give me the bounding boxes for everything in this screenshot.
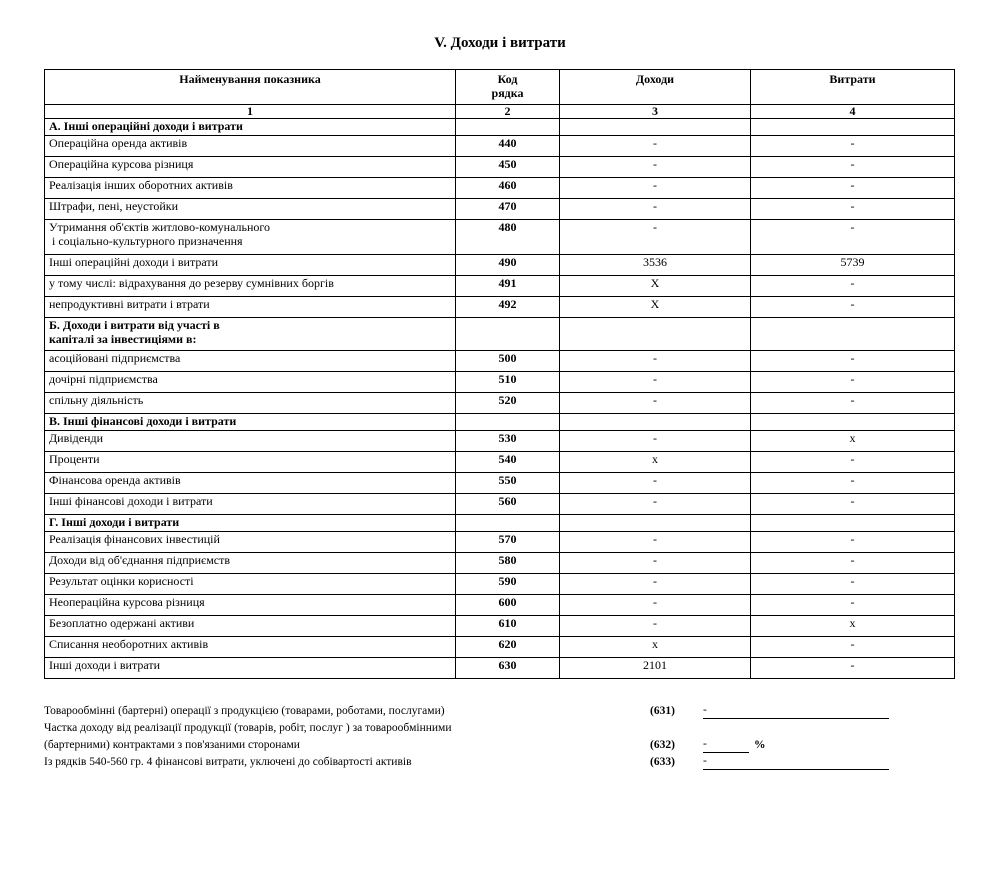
row-name-text: у тому числі: відрахування до резерву сумнівних боргів	[49, 276, 334, 290]
table-row	[45, 616, 955, 637]
footer-line-share-a: Частка доходу від реалізації продукції (товарів, робіт, послуг ) за товарообмінними	[44, 722, 452, 734]
row-code: 470	[456, 199, 560, 220]
row-income: -	[560, 574, 751, 595]
row-code: 490	[456, 255, 560, 276]
column-numbers-row	[45, 105, 955, 119]
row-income: -	[560, 595, 751, 616]
expense-cell	[751, 515, 955, 532]
header-code-line2: рядка	[491, 86, 524, 100]
row-name	[45, 351, 456, 372]
header-name: Найменування показника	[45, 70, 456, 105]
row-expense: -	[751, 637, 955, 658]
row-name	[45, 494, 456, 515]
section-row	[45, 414, 955, 431]
table-row	[45, 220, 955, 255]
table-row	[45, 136, 955, 157]
footer-percent: %	[754, 739, 766, 751]
footer-code-631: (631)	[650, 705, 675, 717]
row-name	[45, 157, 456, 178]
row-name-text: Безоплатно одержані активи	[49, 616, 195, 630]
row-code: 580	[456, 553, 560, 574]
section-title-cell	[45, 414, 456, 431]
table-row	[45, 276, 955, 297]
row-name-text: асоційовані підприємства	[49, 351, 181, 365]
row-expense: -	[751, 351, 955, 372]
row-name-text: Результат оцінки корисності	[49, 574, 194, 588]
row-expense: -	[751, 473, 955, 494]
table-row	[45, 178, 955, 199]
row-expense: -	[751, 452, 955, 473]
row-income: -	[560, 372, 751, 393]
row-name	[45, 372, 456, 393]
row-income: х	[560, 452, 751, 473]
table-row	[45, 494, 955, 515]
table-header-row	[45, 70, 955, 105]
table-row	[45, 297, 955, 318]
row-code: 550	[456, 473, 560, 494]
row-name-text: Неопераційна курсова різниця	[49, 595, 205, 609]
row-income: х	[560, 637, 751, 658]
row-name-text: Операційна курсова різниця	[49, 157, 194, 171]
row-name-text: Операційна оренда активів	[49, 136, 188, 150]
table-row	[45, 637, 955, 658]
row-name-text: непродуктивні витрати і втрати	[49, 297, 210, 311]
row-name	[45, 452, 456, 473]
footer-value-632: -	[703, 738, 749, 753]
header-expense: Витрати	[751, 70, 955, 105]
expense-cell	[751, 414, 955, 431]
table-row	[45, 393, 955, 414]
row-name	[45, 616, 456, 637]
section-title-cell	[45, 119, 456, 136]
table-row	[45, 199, 955, 220]
row-code: 600	[456, 595, 560, 616]
section-title-cell	[45, 515, 456, 532]
row-income: -	[560, 220, 751, 255]
row-expense: -	[751, 276, 955, 297]
table-row	[45, 157, 955, 178]
income-cell	[560, 414, 751, 431]
row-expense: -	[751, 574, 955, 595]
row-income: -	[560, 393, 751, 414]
table-row	[45, 351, 955, 372]
section-title-cell	[45, 318, 456, 351]
row-name	[45, 637, 456, 658]
row-code: 620	[456, 637, 560, 658]
section-title: А. Інші операційні доходи і витрати	[49, 119, 243, 133]
header-code	[456, 70, 560, 105]
row-code: 480	[456, 220, 560, 255]
row-expense: х	[751, 431, 955, 452]
row-name	[45, 136, 456, 157]
table-row	[45, 595, 955, 616]
row-name	[45, 595, 456, 616]
row-income: Х	[560, 297, 751, 318]
code-cell	[456, 119, 560, 136]
row-income: -	[560, 157, 751, 178]
column-number: 2	[456, 105, 560, 119]
income-cell	[560, 318, 751, 351]
table-row	[45, 452, 955, 473]
row-expense: -	[751, 553, 955, 574]
row-income: -	[560, 532, 751, 553]
row-income: -	[560, 494, 751, 515]
header-income: Доходи	[560, 70, 751, 105]
income-cell	[560, 119, 751, 136]
row-expense: х	[751, 616, 955, 637]
footer-code-633: (633)	[650, 756, 675, 768]
footer-line-share-b: (бартерними) контрактами з пов'язаними сторонами	[44, 739, 300, 751]
row-expense: 5739	[751, 255, 955, 276]
section-title: Г. Інші доходи і витрати	[49, 515, 180, 529]
row-name	[45, 574, 456, 595]
row-name-text: Доходи від об'єднання підприємств	[49, 553, 231, 567]
footer-line-barter: Товарообмінні (бартерні) операції з продукцією (товарами, роботами, послугами)	[44, 705, 445, 717]
column-number: 1	[45, 105, 456, 119]
row-code: 460	[456, 178, 560, 199]
row-income: -	[560, 199, 751, 220]
row-name-text: дочірні підприємства	[49, 372, 158, 386]
row-name	[45, 553, 456, 574]
row-code: 520	[456, 393, 560, 414]
row-expense: -	[751, 297, 955, 318]
row-name	[45, 658, 456, 679]
row-name-text: Фінансова оренда активів	[49, 473, 181, 487]
row-name	[45, 220, 456, 255]
section-row	[45, 318, 955, 351]
row-name	[45, 199, 456, 220]
row-name-text: спільну діяльність	[49, 393, 144, 407]
row-expense: -	[751, 199, 955, 220]
income-cell	[560, 515, 751, 532]
section-row	[45, 119, 955, 136]
section-title: Б. Доходи і витрати від участі в	[49, 318, 220, 332]
expense-cell	[751, 119, 955, 136]
code-cell	[456, 414, 560, 431]
code-cell	[456, 318, 560, 351]
row-name	[45, 297, 456, 318]
row-code: 450	[456, 157, 560, 178]
row-name-text: Дивіденди	[49, 431, 103, 445]
code-cell	[456, 515, 560, 532]
row-name-text: Штрафи, пені, неустойки	[49, 199, 179, 213]
row-expense: -	[751, 658, 955, 679]
table-row	[45, 553, 955, 574]
footer-code-632: (632)	[650, 739, 675, 751]
footer-value-633: -	[703, 755, 889, 770]
section-title: В. Інші фінансові доходи і витрати	[49, 414, 237, 428]
row-expense: -	[751, 372, 955, 393]
row-income: 2101	[560, 658, 751, 679]
row-code: 491	[456, 276, 560, 297]
row-code: 630	[456, 658, 560, 679]
row-code: 492	[456, 297, 560, 318]
income-expense-table	[44, 69, 955, 679]
row-name	[45, 178, 456, 199]
row-name	[45, 473, 456, 494]
table-row	[45, 473, 955, 494]
row-name-text: Списання необоротних активів	[49, 637, 209, 651]
footer-value-631: -	[703, 704, 889, 719]
row-code: 500	[456, 351, 560, 372]
row-name-text: Інші фінансові доходи і витрати	[49, 494, 213, 508]
row-code: 610	[456, 616, 560, 637]
row-expense: -	[751, 136, 955, 157]
row-name	[45, 276, 456, 297]
expense-cell	[751, 318, 955, 351]
row-name	[45, 431, 456, 452]
table-row	[45, 574, 955, 595]
row-expense: -	[751, 178, 955, 199]
row-expense: -	[751, 595, 955, 616]
row-income: 3536	[560, 255, 751, 276]
row-code: 540	[456, 452, 560, 473]
row-name-text: Інші операційні доходи і витрати	[49, 255, 219, 269]
row-name-text: Утримання об'єктів житлово-комунального	[49, 220, 271, 234]
column-number: 3	[560, 105, 751, 119]
row-code: 560	[456, 494, 560, 515]
row-code: 510	[456, 372, 560, 393]
table-row	[45, 658, 955, 679]
section-title: V. Доходи і витрати	[434, 35, 566, 51]
row-income: -	[560, 136, 751, 157]
row-name-text: Реалізація фінансових інвестицій	[49, 532, 220, 546]
table-row	[45, 431, 955, 452]
section-title-line2: капіталі за інвестиціями в:	[49, 332, 197, 346]
row-name	[45, 255, 456, 276]
row-expense: -	[751, 220, 955, 255]
column-number: 4	[751, 105, 955, 119]
row-expense: -	[751, 393, 955, 414]
section-row	[45, 515, 955, 532]
row-income: -	[560, 553, 751, 574]
row-income: Х	[560, 276, 751, 297]
row-income: -	[560, 178, 751, 199]
header-code-line1: Код	[497, 72, 518, 86]
row-name-text: Реалізація інших оборотних активів	[49, 178, 233, 192]
row-expense: -	[751, 157, 955, 178]
row-code: 590	[456, 574, 560, 595]
row-income: -	[560, 473, 751, 494]
row-income: -	[560, 351, 751, 372]
row-code: 440	[456, 136, 560, 157]
row-name-text: Проценти	[49, 452, 100, 466]
row-expense: -	[751, 532, 955, 553]
table-row	[45, 532, 955, 553]
row-name	[45, 532, 456, 553]
row-code: 570	[456, 532, 560, 553]
row-name-text: Інші доходи і витрати	[49, 658, 161, 672]
table-row	[45, 255, 955, 276]
row-name	[45, 393, 456, 414]
row-code: 530	[456, 431, 560, 452]
row-expense: -	[751, 494, 955, 515]
table-row	[45, 372, 955, 393]
footer-line-finance-costs: Із рядків 540-560 гр. 4 фінансові витрати, уключені до собівартості активів	[44, 756, 412, 768]
row-name-line2: і соціально-культурного призначення	[49, 234, 243, 248]
row-income: -	[560, 431, 751, 452]
row-income: -	[560, 616, 751, 637]
